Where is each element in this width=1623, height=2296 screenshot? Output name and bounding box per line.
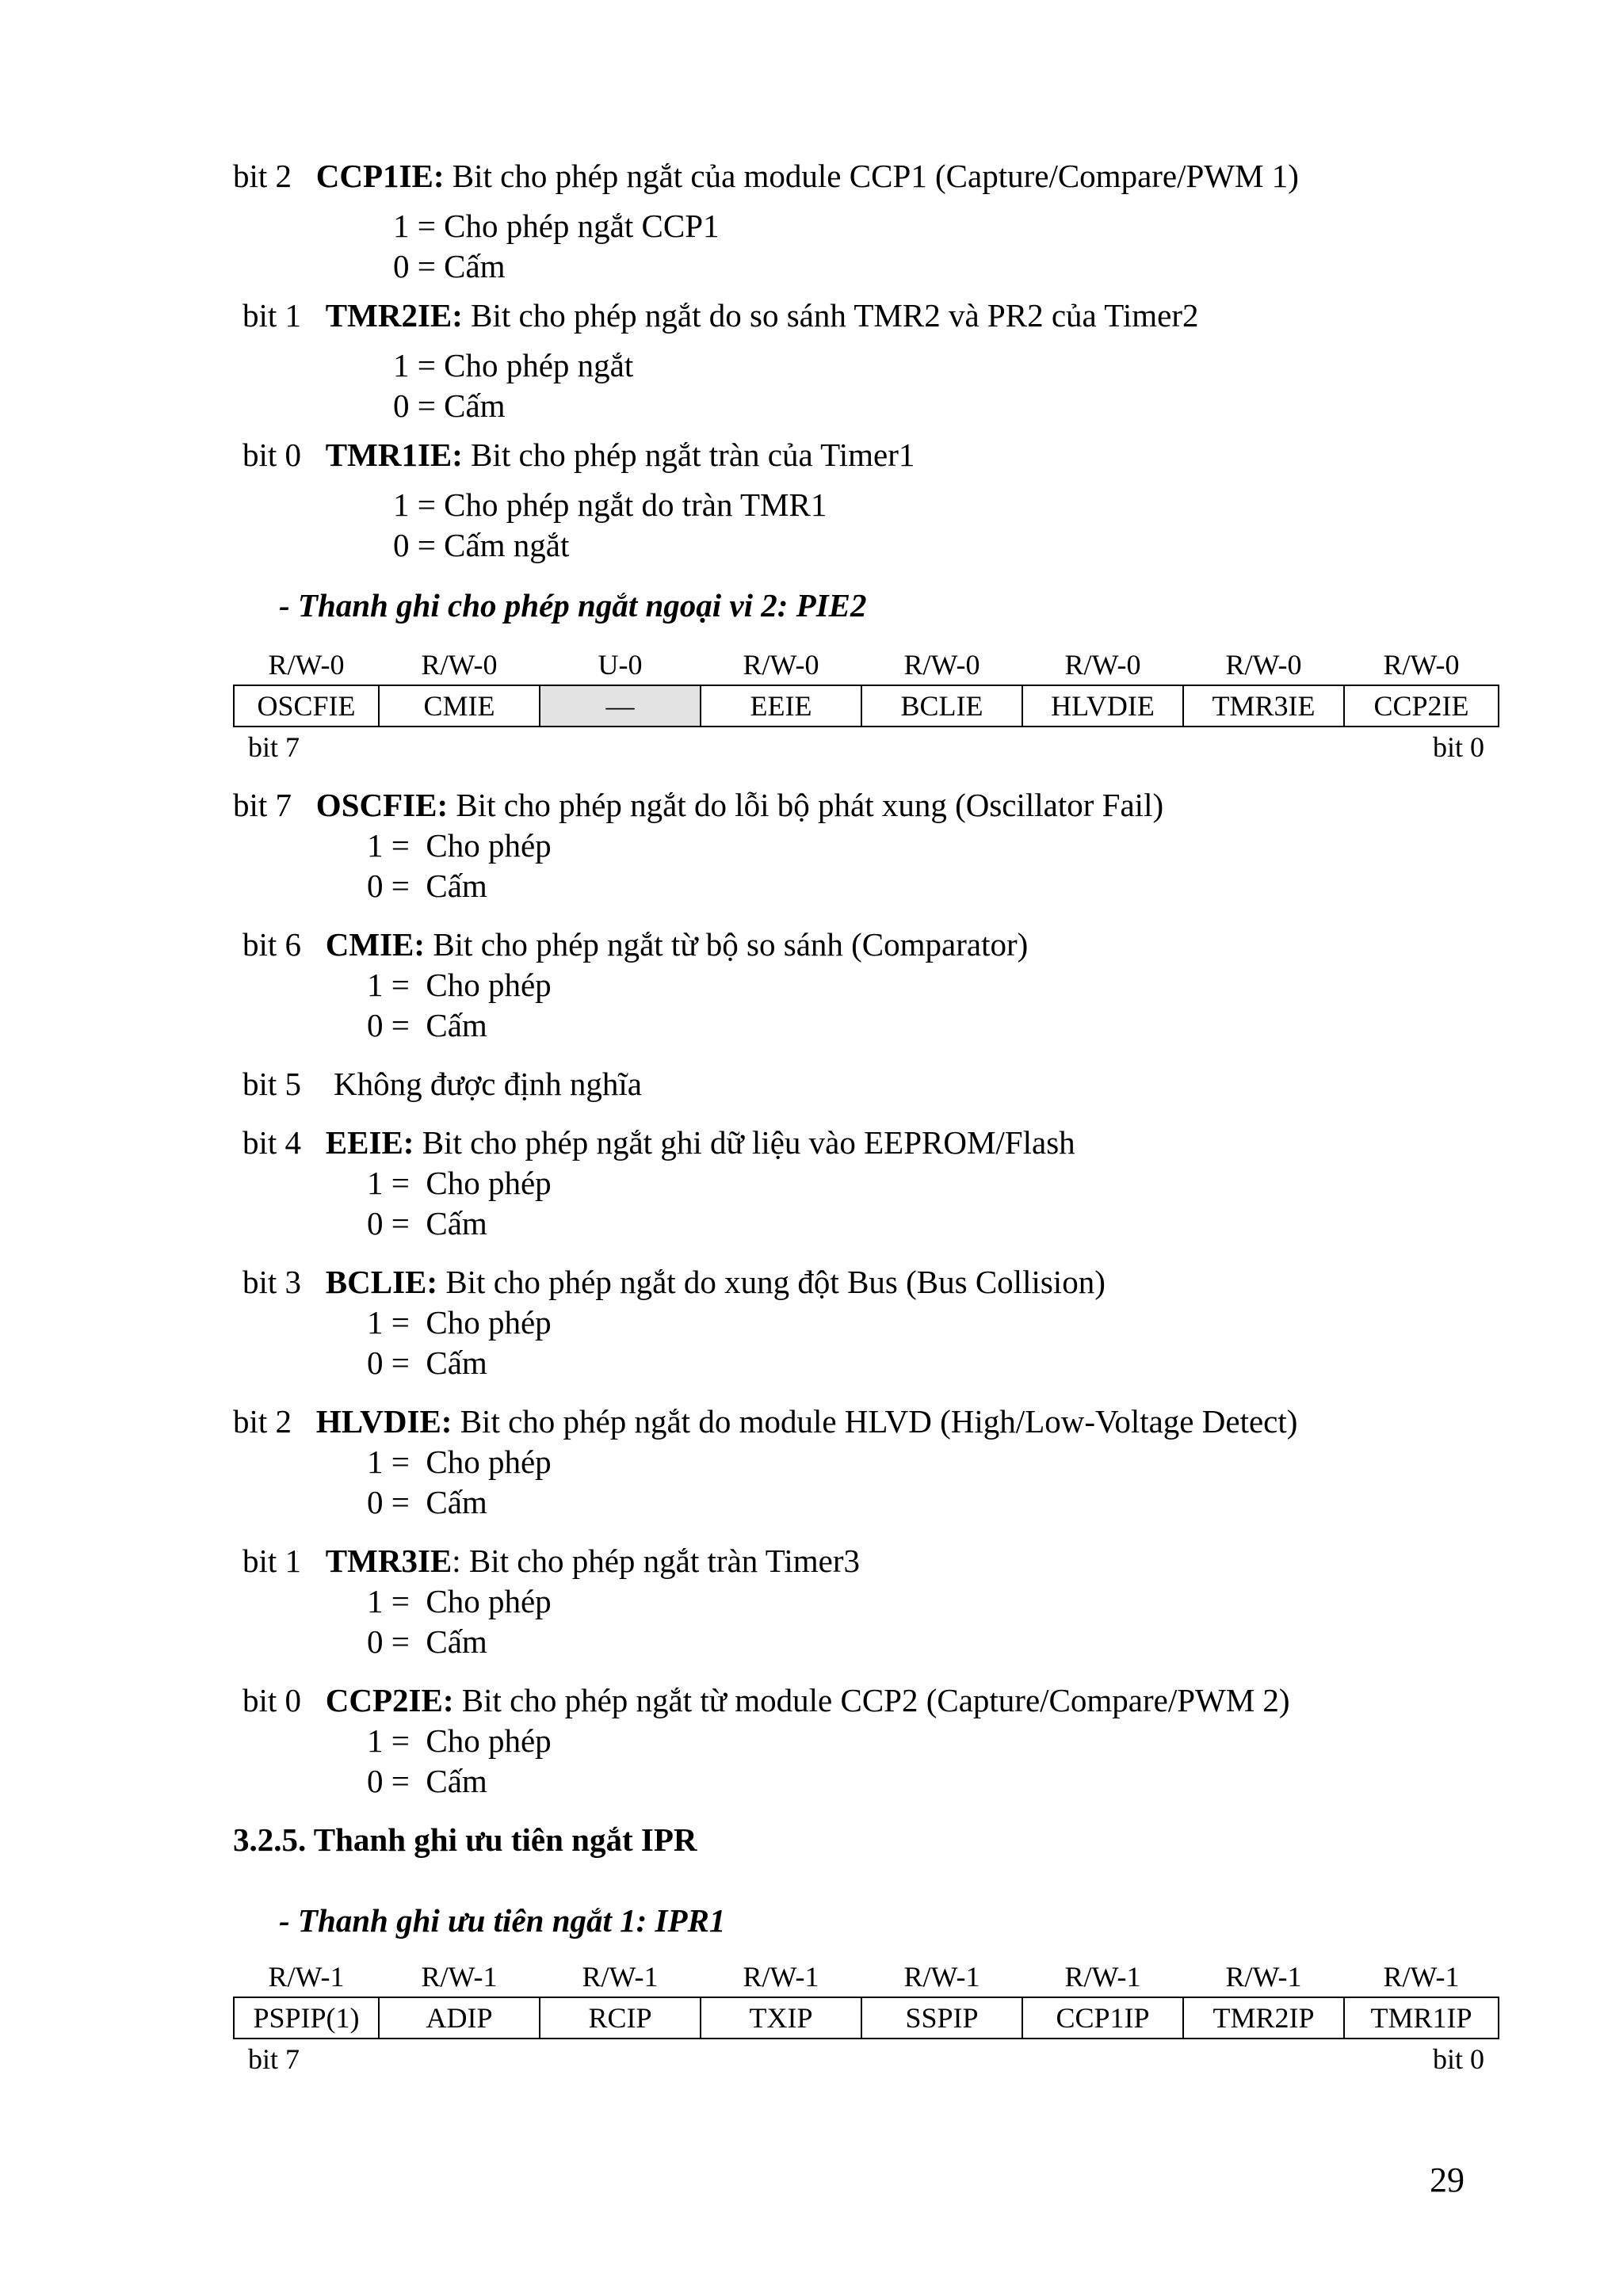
bit-name-cell: EEIE — [701, 685, 861, 727]
bit-value-0: 0 = Cấm — [367, 868, 487, 904]
bit-value-0: 0 = Cấm — [367, 1763, 487, 1799]
section-title: 3.2.5. Thanh ghi ưu tiên ngắt IPR — [233, 1821, 697, 1858]
pie2-bit4-line — [242, 1123, 1075, 1161]
bit-value-0: 0 = Cấm ngắt — [393, 527, 570, 563]
pie2-bit2-line — [233, 1402, 1297, 1440]
access-cell: U-0 — [598, 649, 643, 681]
bit-name-cell: RCIP — [540, 1997, 701, 2039]
bit-label: bit 2 — [233, 1403, 292, 1440]
bit-high-label: bit 7 — [248, 2043, 300, 2075]
bit-name-cell: ADIP — [379, 1997, 540, 2039]
bit-name-cell: TMR2IP — [1183, 1997, 1344, 2039]
ipr1-register-table — [233, 1957, 1499, 2079]
bit-desc: Bit cho phép ngắt của module CCP1 (Capture/Compare/PWM 1) — [444, 158, 1299, 194]
unimplemented-cell: — — [540, 685, 701, 727]
pie2-bit1-line — [242, 1542, 860, 1580]
bit-value-0: 0 = Cấm — [367, 1623, 487, 1660]
pie2-bit7-line — [233, 786, 1163, 824]
bit-desc: Bit cho phép ngắt do lỗi bộ phát xung (Oscillator Fail) — [448, 787, 1164, 823]
bit-name-cell: TXIP — [701, 1997, 861, 2039]
bit-name-cell: HLVDIE — [1022, 685, 1183, 727]
bit-name-row — [234, 685, 1499, 727]
bit-value-1: 1 = Cho phép — [367, 1165, 552, 1201]
bit-name: HLVDIE: — [315, 1403, 453, 1440]
bit-value-1: 1 = Cho phép ngắt do tràn TMR1 — [393, 486, 827, 523]
access-cell: R/W-1 — [582, 1961, 659, 1993]
bit-desc: Không được định nghĩa — [334, 1066, 642, 1102]
bit-name-cell: TMR1IP — [1344, 1997, 1499, 2039]
bit-name: OSCFIE: — [315, 787, 449, 823]
bit-label: bit 7 — [233, 787, 292, 823]
access-row — [234, 1957, 1499, 1997]
bit-name-cell: OSCFIE — [234, 685, 379, 727]
bit-value-0: 0 = Cấm — [367, 1007, 487, 1043]
bit-name-cell: CMIE — [379, 685, 540, 727]
bit-label: bit 1 — [242, 297, 302, 334]
pie2-bit0-line — [242, 1681, 1290, 1719]
bit-value-1: 1 = Cho phép — [367, 827, 552, 864]
bit-label: bit 3 — [242, 1264, 302, 1300]
pie2-bit3-line — [242, 1263, 1106, 1301]
pie2-register-table — [233, 645, 1499, 767]
bit-desc: Bit cho phép ngắt từ module CCP2 (Capture/Compare/PWM 2) — [453, 1682, 1290, 1718]
bit-order-row — [234, 727, 1499, 767]
bit-high-label: bit 7 — [248, 731, 300, 763]
bit-value-0: 0 = Cấm — [367, 1344, 487, 1381]
bit-order-row — [234, 2039, 1499, 2079]
bit-label: bit 6 — [242, 926, 302, 963]
bit-name-cell: SSPIP — [861, 1997, 1022, 2039]
bit-value-0: 0 = Cấm — [393, 387, 506, 424]
bit-name-cell: BCLIE — [861, 685, 1022, 727]
bit-value-0: 0 = Cấm — [367, 1484, 487, 1520]
bit-label: bit 5 — [242, 1066, 302, 1102]
bit-name: TMR2IE: — [325, 297, 463, 334]
access-cell: R/W-1 — [1064, 1961, 1141, 1993]
bit-value-1: 1 = Cho phép — [367, 1444, 552, 1480]
bit-low-label: bit 0 — [1432, 731, 1484, 763]
bit-name-cell: CCP1IP — [1022, 1997, 1183, 2039]
access-row — [234, 645, 1499, 685]
bit-value-1: 1 = Cho phép — [367, 967, 552, 1003]
pie1-bit0-line — [242, 436, 915, 474]
bit-label: bit 1 — [242, 1543, 302, 1579]
access-cell: R/W-0 — [268, 649, 345, 681]
bit-name-cell: TMR3IE — [1183, 685, 1344, 727]
bit-name: TMR1IE: — [325, 437, 463, 473]
bit-desc: Bit cho phép ngắt ghi dữ liệu vào EEPROM/Flash — [414, 1124, 1075, 1161]
bit-label: bit 0 — [242, 437, 302, 473]
bit-name: CCP1IE: — [315, 158, 445, 194]
bit-label: bit 0 — [242, 1682, 302, 1718]
bit-name-row — [234, 1997, 1499, 2039]
access-cell: R/W-1 — [268, 1961, 345, 1993]
bit-label: bit 4 — [242, 1124, 302, 1161]
bit-desc: Bit cho phép ngắt do module HLVD (High/Low-Voltage Detect) — [452, 1403, 1298, 1440]
bit-name: BCLIE: — [325, 1264, 438, 1300]
access-cell: R/W-1 — [743, 1961, 819, 1993]
access-cell: R/W-1 — [1225, 1961, 1302, 1993]
bit-name: TMR3IE — [325, 1543, 453, 1579]
bit-desc: : Bit cho phép ngắt tràn Timer3 — [452, 1543, 861, 1579]
access-cell: R/W-0 — [1225, 649, 1302, 681]
pie2-bit5-line — [242, 1065, 642, 1103]
bit-name: EEIE: — [325, 1124, 414, 1161]
access-cell: R/W-0 — [903, 649, 980, 681]
bit-name: CCP2IE: — [325, 1682, 454, 1718]
pie2-bit6-line — [242, 925, 1028, 963]
bit-value-1: 1 = Cho phép — [367, 1722, 552, 1759]
access-cell: R/W-1 — [421, 1961, 498, 1993]
bit-value-0: 0 = Cấm — [393, 248, 506, 284]
access-cell: R/W-0 — [421, 649, 498, 681]
ipr1-heading: - Thanh ghi ưu tiên ngắt 1: IPR1 — [279, 1902, 726, 1939]
bit-desc: Bit cho phép ngắt từ bộ so sánh (Comparator) — [425, 926, 1029, 963]
bit-value-1: 1 = Cho phép — [367, 1304, 552, 1341]
bit-value-0: 0 = Cấm — [367, 1205, 487, 1241]
bit-desc: Bit cho phép ngắt do xung đột Bus (Bus Collision) — [437, 1264, 1106, 1300]
pie2-heading: - Thanh ghi cho phép ngắt ngoại vi 2: PIE2 — [279, 587, 867, 624]
pie1-bit1-line — [242, 296, 1198, 334]
bit-name-cell: PSPIP(1) — [234, 1997, 379, 2039]
pie1-bit2-line — [233, 157, 1299, 195]
bit-label: bit 2 — [233, 158, 292, 194]
bit-name-cell: CCP2IE — [1344, 685, 1499, 727]
bit-desc: Bit cho phép ngắt tràn của Timer1 — [462, 437, 915, 473]
access-cell: R/W-0 — [1383, 649, 1460, 681]
bit-value-1: 1 = Cho phép ngắt — [393, 347, 634, 383]
bit-low-label: bit 0 — [1432, 2043, 1484, 2075]
bit-name: CMIE: — [325, 926, 426, 963]
access-cell: R/W-1 — [903, 1961, 980, 1993]
bit-desc: Bit cho phép ngắt do so sánh TMR2 và PR2 của Timer2 — [462, 297, 1199, 334]
access-cell: R/W-1 — [1383, 1961, 1460, 1993]
access-cell: R/W-0 — [743, 649, 819, 681]
bit-value-1: 1 = Cho phép ngắt CCP1 — [393, 208, 720, 244]
access-cell: R/W-0 — [1064, 649, 1141, 681]
page-number: 29 — [1430, 2161, 1465, 2199]
bit-value-1: 1 = Cho phép — [367, 1583, 552, 1619]
